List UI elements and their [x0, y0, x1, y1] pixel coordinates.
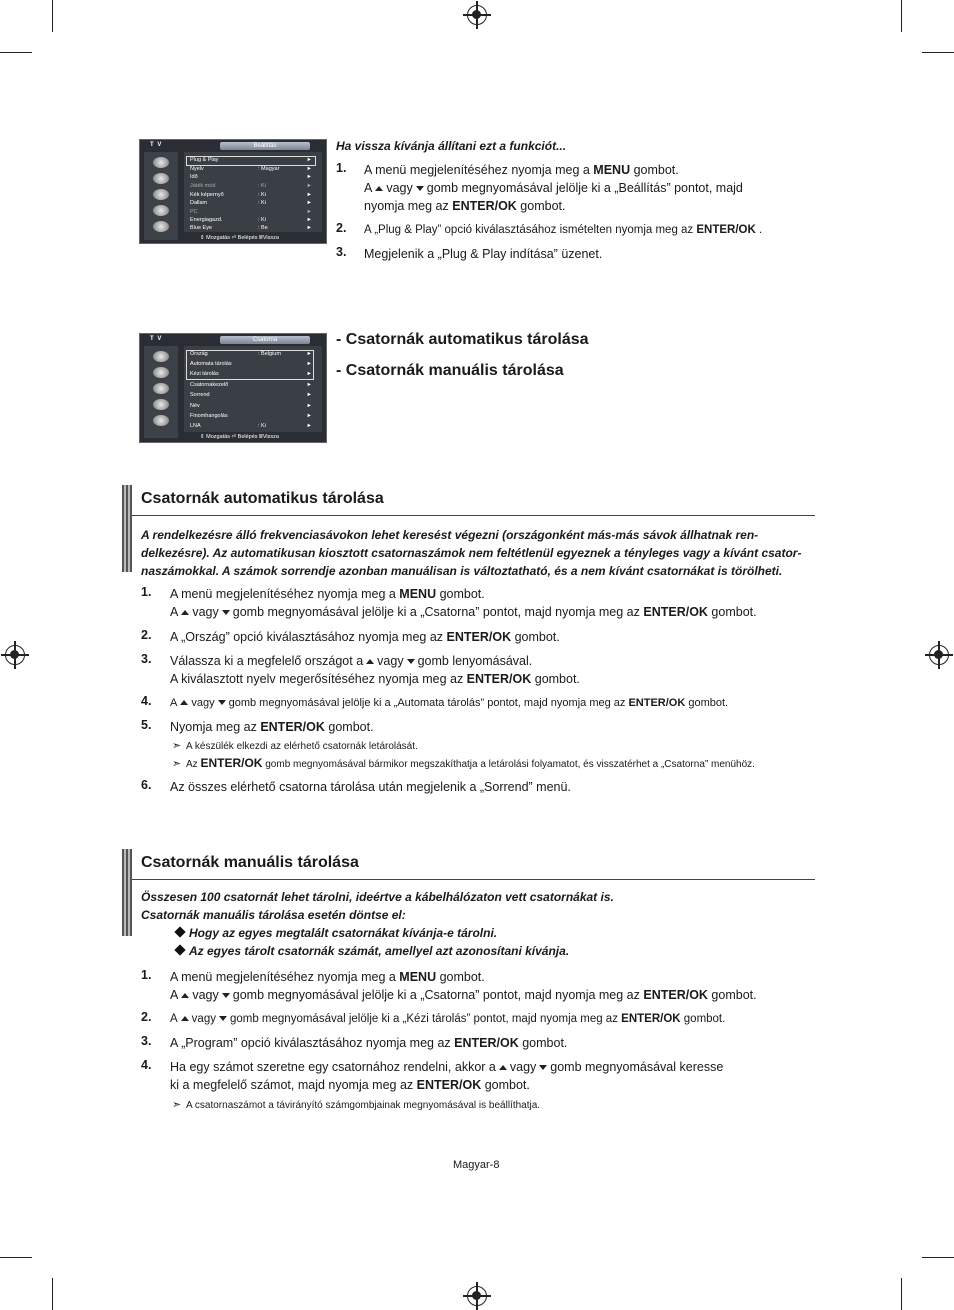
osd-row: Finomhangolás ► [190, 413, 312, 419]
step-number: 2. [141, 1010, 152, 1024]
osd-row: PC ► [190, 209, 312, 215]
osd-row: Dallam : Ki ► [190, 200, 312, 206]
crop-mark [52, 1278, 53, 1310]
section-title: Csatornák manuális tárolása [141, 854, 359, 871]
osd-row: Idő ► [190, 174, 312, 180]
osd-row: Név ► [190, 403, 312, 409]
page-footer: Magyar-8 [453, 1159, 500, 1171]
section-rule [132, 515, 815, 516]
step-text: Válassza ki a megfelelő országot a vagy gomb lenyomásával. A kiválasztott nyelv megerősítéséhez nyomja meg az ENTER/OK gombot. [170, 654, 580, 686]
step-number: 1. [141, 585, 152, 599]
osd-tv-label: T V [150, 142, 163, 148]
crop-mark [922, 1257, 954, 1258]
osd-sidebar [144, 346, 178, 438]
setup-icon [153, 399, 169, 410]
up-arrow-icon [180, 700, 188, 705]
right-heading: - Csatornák automatikus tárolása [336, 331, 589, 348]
osd-row: Ország : Belgium ► [190, 351, 312, 357]
osd-tv-label: T V [150, 336, 163, 342]
input-icon [153, 415, 169, 426]
note: ➣ A készülék elkezdi az elérhető csatornák letárolását. [172, 740, 418, 752]
step-number: 1. [141, 968, 152, 982]
sound-icon [153, 173, 169, 184]
up-arrow-icon [366, 659, 374, 664]
down-arrow-icon [219, 1016, 227, 1021]
note-arrow-icon: ➣ [172, 740, 182, 752]
crop-mark [901, 1278, 902, 1310]
step-number: 6. [141, 778, 152, 792]
note-arrow-icon: ➣ [172, 758, 182, 770]
step-text: Az összes elérhető csatorna tárolása után megjelenik a „Sorrend” menü. [170, 780, 571, 794]
registration-mark-icon [5, 645, 25, 665]
osd-row: Automata tárolás ► [190, 361, 312, 367]
step-text: Nyomja meg az ENTER/OK gombot. [170, 720, 374, 734]
crop-mark [52, 0, 53, 32]
section-bar [122, 485, 132, 572]
step-text: Ha egy számot szeretne egy csatornához rendelni, akkor a vagy gomb megnyomásával keresse ki a megfelelő számot, majd nyomja meg az ENTER/OK gombot. [170, 1060, 724, 1092]
section-intro: A rendelkezésre álló frekvenciasávokon lehet keresést végezni (országonként más-más sávok állhatnak ren- delkezésre). Az automatikusan kiosztott csatornaszámok nem feltétlenül egyeznek a tényleges vagy a kívánt csator- naszámokkal. A számok sorrendje azonban manuálisan is változtatható, és a nem kívánt csatornákat is törölheti. [141, 528, 802, 578]
registration-mark-icon [467, 5, 487, 25]
step-text: A „Plug & Play” opció kiválasztásához ismételten nyomja meg az ENTER/OK . [364, 224, 763, 236]
osd-row: Energiagazd. : Ki ► [190, 217, 312, 223]
osd-title: Csatorna [220, 336, 310, 344]
up-arrow-icon [181, 993, 189, 998]
registration-mark-icon [929, 645, 949, 665]
step-number: 2. [336, 221, 347, 235]
section-bar [122, 849, 132, 936]
down-arrow-icon [407, 659, 415, 664]
picture-icon [153, 157, 169, 168]
step-text: Megjelenik a „Plug & Play indítása” üzenet. [364, 247, 603, 261]
up-arrow-icon [181, 610, 189, 615]
osd-row: Csatornakezelő ► [190, 382, 312, 388]
section-title: Csatornák automatikus tárolása [141, 490, 384, 507]
step-number: 4. [141, 1058, 152, 1072]
osd-footer: ⇕ Mozgatás ⏎ Belépés ⅢVissza [200, 434, 279, 440]
osd-channel-menu-screenshot [139, 333, 327, 443]
crop-mark [901, 0, 902, 32]
up-arrow-icon [375, 186, 383, 191]
sound-icon [153, 367, 169, 378]
bullet: Az egyes tárolt csatornák számát, amellyel azt azonosítani kívánja. [172, 944, 569, 958]
osd-row: Kézi tárolás ► [190, 371, 312, 377]
step-text: A vagy gomb megnyomásával jelölje ki a „Automata tárolás” pontot, majd nyomja meg az ENTER/OK gombot. [170, 697, 729, 709]
step-text: A „Program” opció kiválasztásához nyomja meg az ENTER/OK gombot. [170, 1036, 568, 1050]
osd-sidebar [144, 152, 178, 240]
osd-row: Nyelv : Magyar ► [190, 166, 312, 172]
step-text: A menü megjelenítéséhez nyomja meg a MENU gombot. A vagy gomb megnyomásával jelölje ki a „Beállítás” pontot, majd nyomja meg az ENTER/OK gombot. [364, 163, 743, 213]
step-text: A menü megjelenítéséhez nyomja meg a MENU gombot. A vagy gomb megnyomásával jelölje ki a „Csatorna” pontot, majd nyomja meg az ENTER/OK gombot. [170, 970, 757, 1002]
picture-icon [153, 351, 169, 362]
bullet: Hogy az egyes megtalált csatornákat kívánja-e tárolni. [172, 926, 497, 940]
osd-row: Blue Eye : Be ► [190, 225, 312, 231]
channel-icon [153, 189, 169, 200]
osd-row: Kék képernyő : Ki ► [190, 192, 312, 198]
down-arrow-icon [222, 993, 230, 998]
crop-mark [0, 52, 32, 53]
step-text: A „Ország” opció kiválasztásához nyomja meg az ENTER/OK gombot. [170, 630, 560, 644]
step-number: 5. [141, 718, 152, 732]
step-number: 3. [141, 1034, 152, 1048]
step-number: 4. [141, 694, 152, 708]
section-intro: Csatornák manuális tárolása esetén döntse el: [141, 908, 406, 922]
intro-italic: Ha vissza kívánja állítani ezt a funkciót... [336, 139, 567, 153]
osd-row: Plug & Play ► [190, 157, 312, 163]
osd-row: Sorrend ► [190, 392, 312, 398]
diamond-bullet-icon [174, 944, 185, 955]
section-intro: Összesen 100 csatornát lehet tárolni, ideértve a kábelhálózaton vett csatornákat is. [141, 890, 614, 904]
osd-title: Beállítás [220, 142, 310, 150]
osd-panel [184, 346, 322, 432]
down-arrow-icon [222, 610, 230, 615]
note: ➣ Az ENTER/OK gomb megnyomásával bármikor megszakíthatja a letárolási folyamatot, és visszatérhet a „Csatorna” menühöz. [172, 756, 755, 770]
step-number: 1. [336, 161, 347, 175]
up-arrow-icon [499, 1065, 507, 1070]
channel-icon [153, 383, 169, 394]
crop-mark [0, 1257, 32, 1258]
down-arrow-icon [539, 1065, 547, 1070]
down-arrow-icon [218, 700, 226, 705]
input-icon [153, 221, 169, 232]
note: ➣ A csatornaszámot a távirányító számgombjainak megnyomásával is beállíthatja. [172, 1099, 541, 1111]
down-arrow-icon [416, 186, 424, 191]
osd-row: Játék mód : Ki ► [190, 183, 312, 189]
registration-mark-icon [467, 1286, 487, 1306]
diamond-bullet-icon [174, 926, 185, 937]
step-number: 3. [336, 245, 347, 259]
crop-mark [922, 52, 954, 53]
section-rule [132, 879, 815, 880]
osd-footer: ⇕ Mozgatás ⏎ Belépés ⅢVissza [200, 235, 279, 241]
step-text: A menü megjelenítéséhez nyomja meg a MENU gombot. A vagy gomb megnyomásával jelölje ki a „Csatorna” pontot, majd nyomja meg az ENTER/OK gombot. [170, 587, 757, 619]
note-arrow-icon: ➣ [172, 1099, 182, 1111]
osd-setup-menu-screenshot [139, 139, 327, 244]
step-number: 3. [141, 652, 152, 666]
step-number: 2. [141, 628, 152, 642]
right-heading: - Csatornák manuális tárolása [336, 362, 564, 379]
osd-panel [184, 152, 322, 232]
up-arrow-icon [181, 1016, 189, 1021]
setup-icon [153, 205, 169, 216]
step-text: A vagy gomb megnyomásával jelölje ki a „Kézi tárolás” pontot, majd nyomja meg az ENTER/OK gombot. [170, 1013, 726, 1025]
osd-row: LNA : Ki ► [190, 423, 312, 429]
